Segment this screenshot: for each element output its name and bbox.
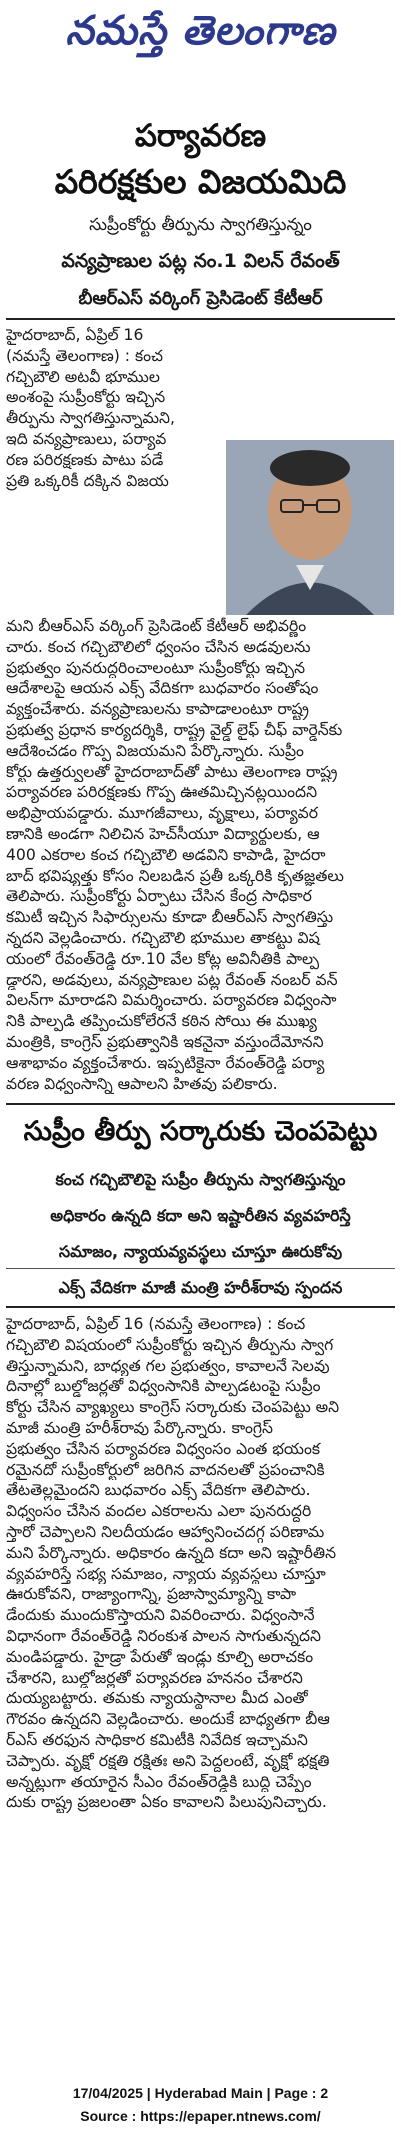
article1-subheadline-1: సుప్రీంకోర్టు తీర్పును స్వాగతిస్తున్నం [89,215,312,235]
article1-headline-line1: పర్యావరణ [134,118,267,154]
article2-headline: సుప్రీం తీర్పు సర్కారుకు చెంపపెట్టు [23,1116,378,1147]
article2-subheadline-3: సమాజం, న్యాయవ్యవస్థలు చూస్తూ ఊరుకోవు [58,1242,343,1261]
article2-subheadline-1: కంచ గచ్చిబౌలిపై సుప్రీం తీర్పును స్వాగతిస్తున్నం [55,1170,346,1189]
article2-subheadline-4: ఎక్స్ వేదికగా మాజీ మంత్రి హరీశ్‌రావు స్పందన [58,1278,343,1297]
article2-body: హైదరాబాద్, ఏప్రిల్ 16 (నమస్తే తెలంగాణ) : కంచ గచ్చిబౌలి విషయంలో సుప్రీంకోర్టు ఇచ్చిన తీర్పును స్వాగ తిస్తున్నామని, బాధ్యత గల ప్రభుత్వం, కావాలనే సెలవు దినాల్లో బుల్డోజర్లతో విధ్వంసానికి పాల్పడటంపై సుప్రీం కోర్టు చేసిన వ్యాఖ్యలు కాంగ్రెస్ సర్కారుకు చెంపపెట్టు అని మాజీ మంత్రి హరీశ్‌రావు పేర్కొన్నారు. కాంగ్రెస్ ప్రభుత్వం చేసిన పర్యావరణ విధ్వంసం ఎంత భయంక రమైనదో సుప్రీంకోర్టులో జరిగిన వాదనలతో ప్రపంచానికి తేటతెల్లమైందని బుధవారం ఎక్స్ వేదికగా తెలిపారు. విధ్వంసం చేసిన వందల ఎకరాలను ఎలా పునరుద్ధరి స్తారో చెప్పాలని నిలదీయడం ఆహ్వానించదగ్గ పరిణామ మని పేర్కొన్నారు. అధికారం ఉన్నది కదా అని ఇష్టారీతిన వ్యవహరిస్తే సభ్య సమాజం, న్యాయ వ్యవస్థలు చూస్తూ ఊరుకోవని, రాజ్యాంగాన్ని, ప్రజాస్వామ్యాన్ని కాపా డేందుకు ముందుకొస్తాయని వివరించారు. విధ్వంసానే విధానంగా రేవంత్‌రెడ్డి నిరంకుశ పాలన సాగుతున్నదని మండిపడ్డారు. హైడ్రా పేరుతో ఇండ్లు కూల్చి అరాచకం చేశారని, బుల్డోజర్లతో పర్యావరణ హననం చేశారని దుయ్యబట్టారు. తమకు న్యాయస్థానాల మీద ఎంతో గౌరవం ఉన్నదని వెల్లడించారు. అందుకే బాధ్యతగా బీఆ ర్ఎస్ తరఫున సాధికార కమిటీకి నివేదిక ఇచ్చామని చెప్పారు. వృక్షో రక్షతి రక్షితః అని పెద్దలంటే, వృక్షో భక్షతి అన్నట్లుగా తయారైన సీఎం రేవంత్‌రెడ్డికి బుద్ధి చెప్పేం దుకు రాష్ట్ర ప్రజలంతా ఏకం కావాలని పిలుపునిచ్చారు. [6,1315,340,1812]
article1-body: మని బీఆర్ఎస్ వర్కింగ్ ప్రెసిడెంట్ కేటీఆర్ అభివర్ణిం చారు. కంచ గచ్చిబౌలిలో ధ్వంసం చేసిన అడవులను ప్రభుత్వం పునరుద్ధరించాలంటూ సుప్రీంకోర్టు ఇచ్చిన ఆదేశాలపై ఆయన ఎక్స్ వేదికగా బుధవారం సంతోషం వ్యక్తంచేశారు. వన్యప్రాణులను కాపాడాలంటూ రాష్ట్ర ప్రభుత్వ ప్రధాన కార్యదర్శికి, రాష్ట్ర వైల్డ్ లైఫ్ చీఫ్ వార్డెన్‌కు ఆదేశించడం గొప్ప విజయమని పేర్కొన్నారు. సుప్రీం కోర్టు ఉత్తర్వులతో హైదరాబాద్‌తో పాటు తెలంగాణ రాష్ట్ర పర్యావరణ పరిరక్షణకు గొప్ప ఊతమిచ్చినట్లయిందని అభిప్రాయపడ్డారు. మూగజీవాలు, వృక్షాలు, పర్యావర ణానికి అండగా నిలిచిన హెచ్‌సీయూ విద్యార్థులకు, ఆ 400 ఎకరాల కంచ గచ్చిబౌలి అడవిని కాపాడి, హైదరా బాద్ భవిష్యత్తు కోసం నిలబడిన ప్రతీ ఒక్కరికి కృతజ్ఞతలు తెలిపారు. సుప్రీంకోర్టు ఏర్పాటు చేసిన కేంద్ర సాధికార కమిటీ ఇచ్చిన సిఫార్సులను కూడా బీఆర్ఎస్ స్వాగతిస్తు న్నదని వెల్లడించారు. గచ్చిబౌలి భూముల తాకట్టు విష యంలో రేవంత్‌రెడ్డి రూ.10 వేల కోట్ల అవినీతికి పాల్ప డ్డారని, అడవులు, వన్యప్రాణుల పట్ల రేవంత్ నంబర్ వన్ విలన్‌గా మారాడని విమర్శించారు. పర్యావరణ విధ్వంసా నికి పాల్పడి తప్పించుకోలేరనే కఠిన సోయి ఈ ముఖ్య మంత్రికి, కాంగ్రెస్ ప్రభుత్వానికి ఇకనైనా వస్తుందేమోనని ఆశాభావం వ్యక్తంచేశారు. ఇప్పటికైనా రేవంత్‌రెడ్డి పర్యా వరణ విధ్వంసాన్ని ఆపాలని హితవు పలికారు. [6,617,344,1093]
article1-body-wrapped: హైదరాబాద్, ఏప్రిల్ 16 (నమస్తే తెలంగాణ) : కంచ గచ్చిబౌలి అటవీ భూముల అంశంపై సుప్రీంకోర్టు ఇచ్చిన తీర్పును స్వాగతిస్తున్నామని, ఇది వన్యప్రాణులు, పర్యావ రణ పరిరక్షణకు పాటు పడే ప్రతి ఒక్కరికీ దక్కిన విజయ [6,326,175,490]
divider [6,1306,395,1308]
divider [6,1268,395,1269]
article1-subheadline-2: వన్యప్రాణుల పట్ల నం.1 విలన్ రేవంత్ [61,250,340,272]
divider [6,318,395,320]
masthead-logo: నమస్తే తెలంగాణ [65,8,336,54]
article1-subheadline-3: బీఆర్ఎస్ వర్కింగ్ ప్రెసిడెంట్ కేటీఆర్ [78,288,323,309]
article2-subheadline-2: అధికారం ఉన్నది కదా అని ఇష్టారీతిన వ్యవహరిస్తే [50,1206,351,1225]
section-divider [6,1103,395,1105]
article1-headline-line2: పరిరక్షకుల విజయమిది [54,162,347,201]
footer-source: Source : https://epaper.ntnews.com/ [80,2108,321,2124]
footer-edition: 17/04/2025 | Hyderabad Main | Page : 2 [72,2085,329,2101]
ktr-photo [226,440,394,615]
